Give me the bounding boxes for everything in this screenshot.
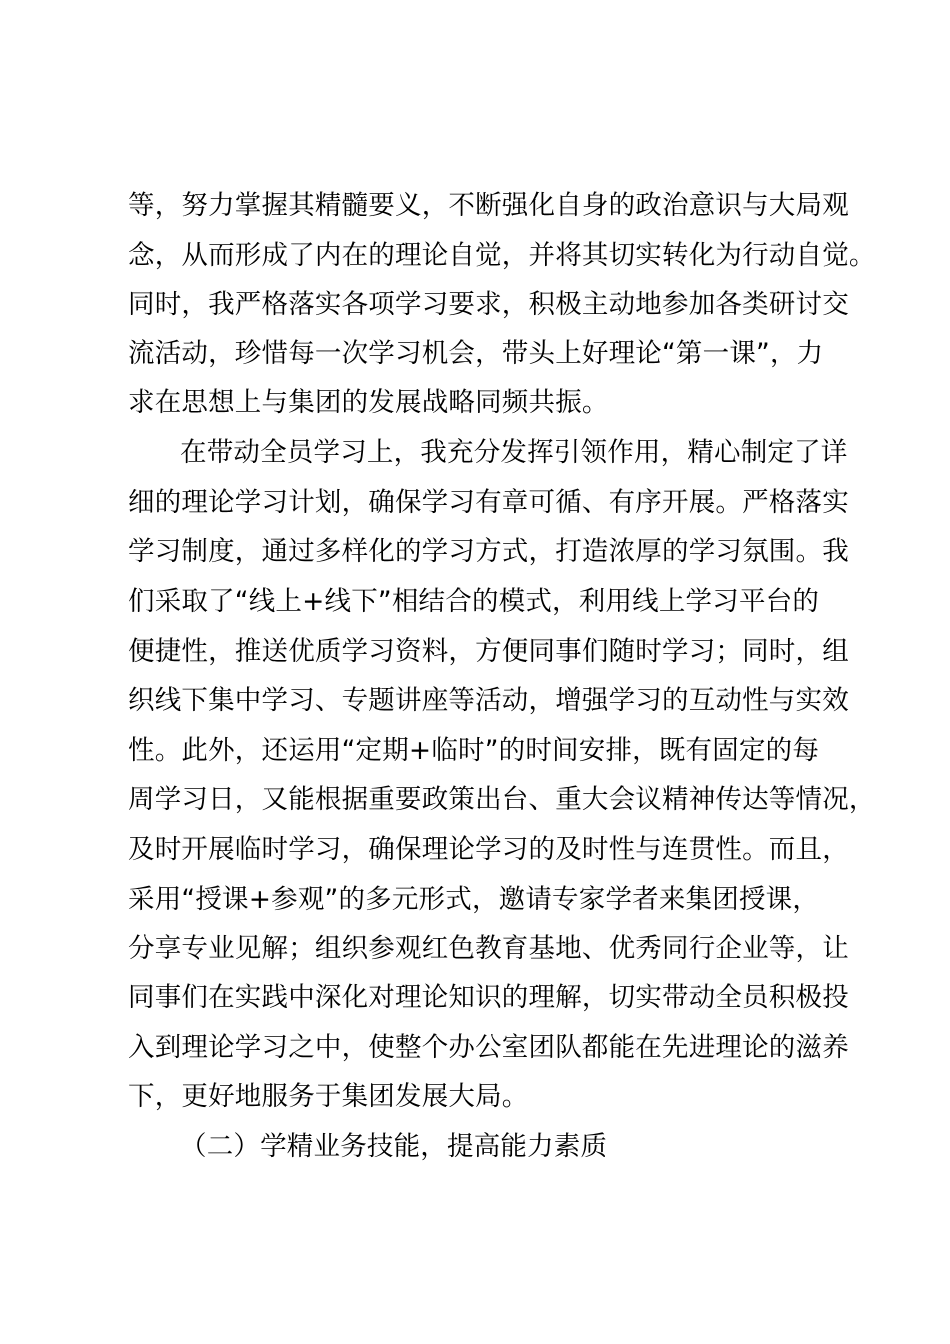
body-text-line: 同事们在实践中深化对理论知识的理解，切实带动全员积极投 bbox=[128, 982, 849, 1013]
body-text-line: 同时，我严格落实各项学习要求，积极主动地参加各类研讨交 bbox=[128, 289, 849, 320]
body-text-line: 流活动，珍惜每一次学习机会，带头上好理论“第一课”，力 bbox=[128, 338, 824, 369]
body-text-line: 便捷性，推送优质学习资料，方便同事们随时学习；同时，组 bbox=[128, 636, 849, 667]
body-text-line: 及时开展临时学习，确保理论学习的及时性与连贯性。而且， bbox=[128, 834, 849, 865]
body-text-line: 们采取了“线上+线下”相结合的模式，利用线上学习平台的 bbox=[128, 586, 820, 617]
body-text-line: 念，从而形成了内在的理论自觉，并将其切实转化为行动自觉。 bbox=[128, 240, 876, 271]
body-text-line: 等，努力掌握其精髓要义，不断强化自身的政治意识与大局观 bbox=[128, 190, 849, 221]
body-text-line: 分享专业见解；组织参观红色教育基地、优秀同行企业等，让 bbox=[128, 933, 849, 964]
body-text-line: 采用“授课+参观”的多元形式，邀请专家学者来集团授课， bbox=[128, 884, 820, 915]
body-text-line: 细的理论学习计划，确保学习有章可循、有序开展。严格落实 bbox=[128, 487, 849, 518]
body-text-line: 学习制度，通过多样化的学习方式，打造浓厚的学习氛围。我 bbox=[128, 536, 849, 567]
body-text-line: 周学习日，又能根据重要政策出台、重大会议精神传达等情况， bbox=[128, 784, 876, 815]
section-heading: （二）学精业务技能，提高能力素质 bbox=[180, 1131, 608, 1162]
body-text-line: 入到理论学习之中，使整个办公室团队都能在先进理论的滋养 bbox=[128, 1032, 849, 1063]
body-text-line: 性。此外，还运用“定期+临时”的时间安排，既有固定的每 bbox=[128, 735, 820, 766]
body-text-line: 求在思想上与集团的发展战略同频共振。 bbox=[128, 387, 609, 418]
body-text-line: 织线下集中学习、专题讲座等活动，增强学习的互动性与实效 bbox=[128, 685, 849, 716]
body-text-line: 下，更好地服务于集团发展大局。 bbox=[128, 1081, 529, 1112]
body-text-line: 在带动全员学习上，我充分发挥引领作用，精心制定了详 bbox=[180, 437, 848, 468]
